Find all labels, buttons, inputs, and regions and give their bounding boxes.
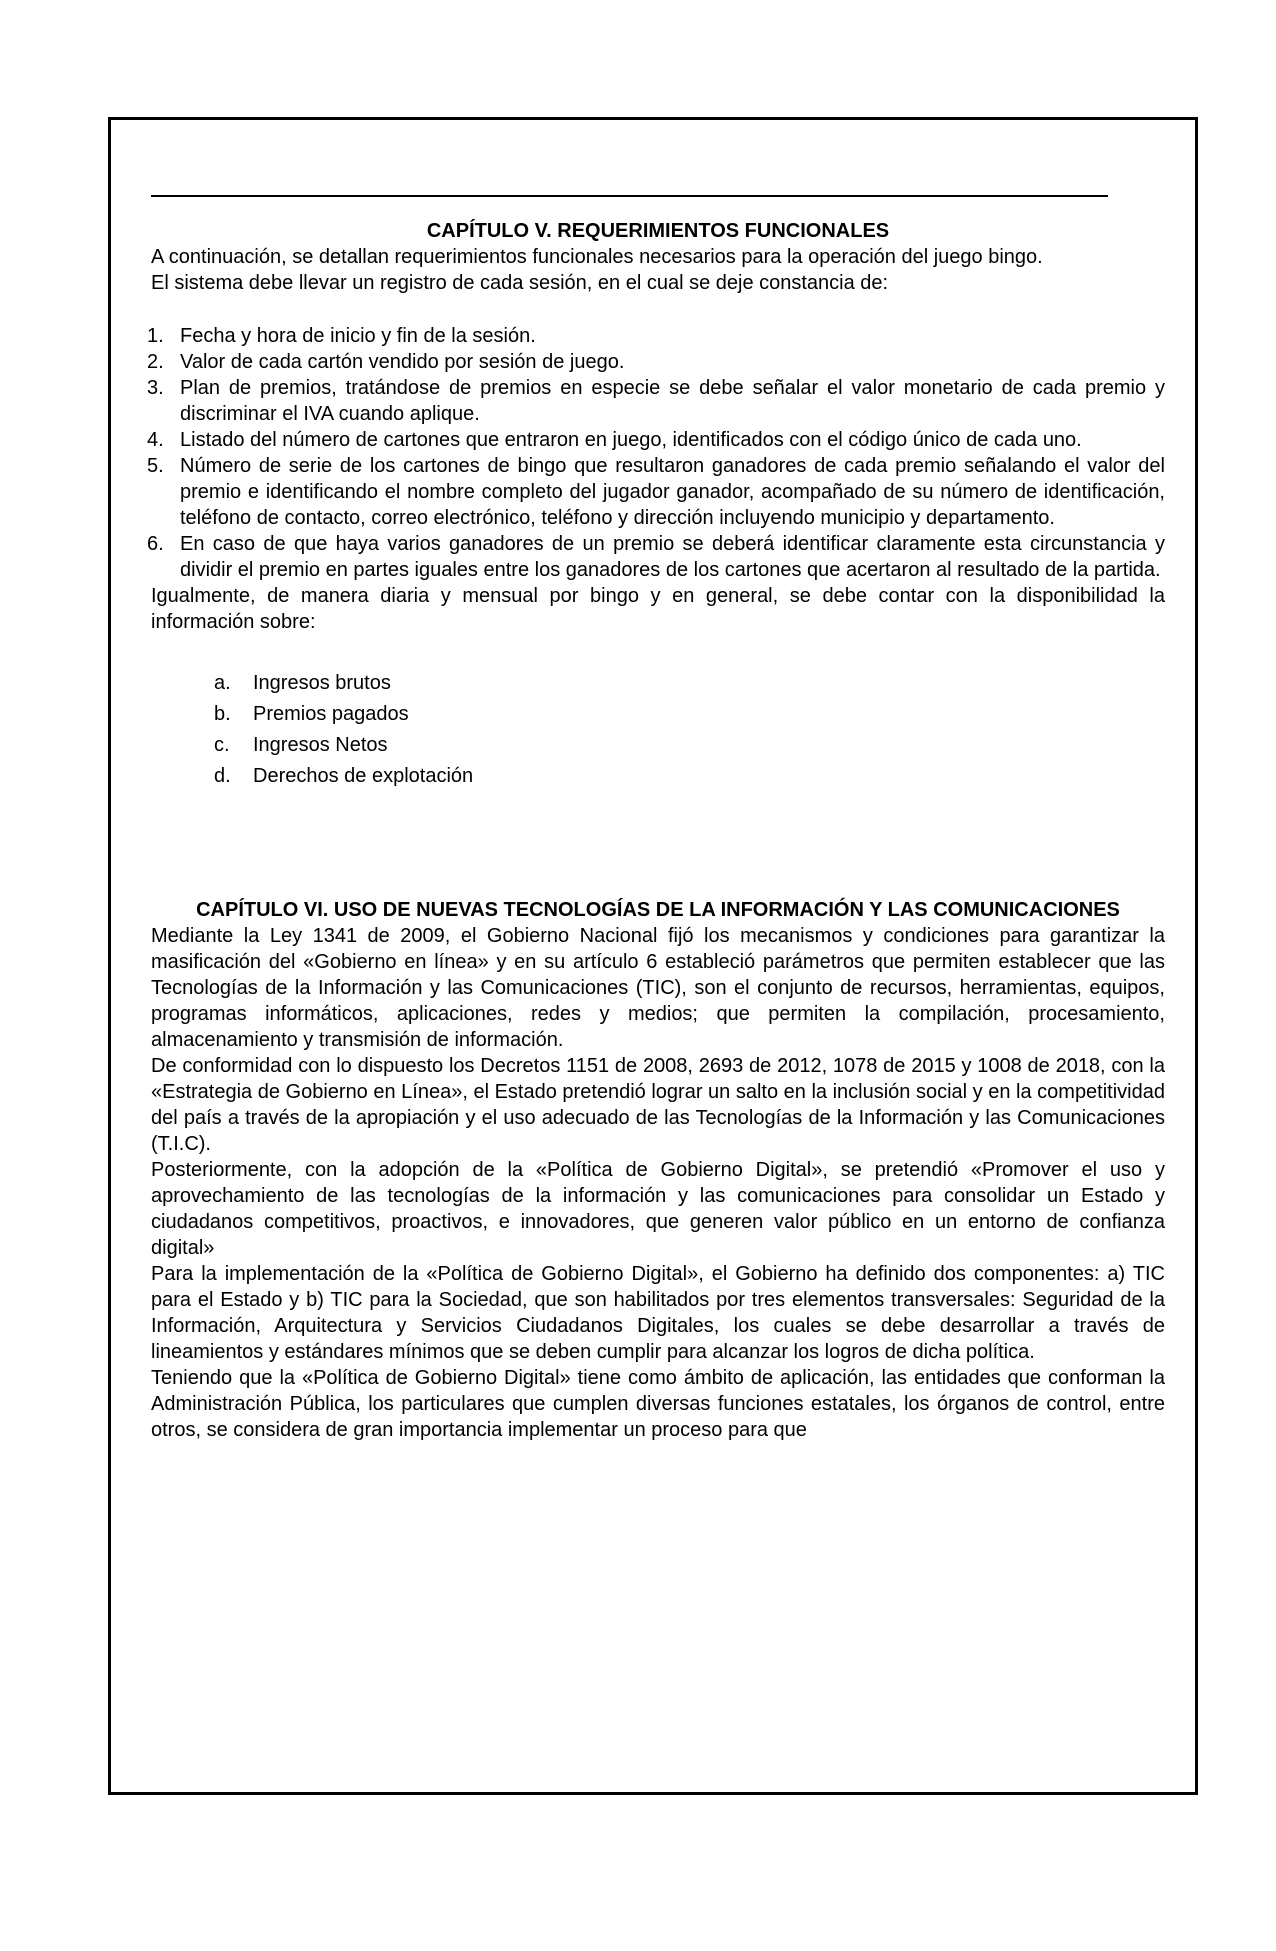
item-text: Listado del número de cartones que entraron en juego, identificados con el código único de cada uno. [180, 429, 1082, 451]
session-record-numbered-list [147, 323, 1165, 583]
item-marker: c. [214, 734, 230, 756]
daily-info-paragraph: Igualmente, de manera diaria y mensual por bingo y en general, se debe contar con la disponibilidad la información sobre: [151, 585, 1165, 633]
list-item [151, 701, 1165, 727]
list-item [147, 531, 1165, 583]
chapter-vi-paragraph-1: Mediante la Ley 1341 de 2009, el Gobierno Nacional fijó los mecanismos y condiciones para garantizar la masificación del «Gobierno en línea» y en su artículo 6 estableció parámetros que permiten establecer que las Tecnologías de la Información y las Comunicaciones (TIC), son el conjunto de recursos, herramientas, equipos, programas informáticos, aplicaciones, redes y medios; que permiten la compilación, procesamiento, almacenamiento y transmisión de información. [151, 925, 1165, 1051]
chapter-vi-paragraph-3: Posteriormente, con la adopción de la «Política de Gobierno Digital», se pretendió «Promover el uso y aprovechamiento de las tecnologías de la información y las comunicaciones para consolidar un Estado y ciudadanos competitivos, proactivos, e innovadores, que generen valor público en un entorno de confianza digital» [151, 1159, 1165, 1259]
chapter-v-title: CAPÍTULO V. REQUERIMIENTOS FUNCIONALES [426, 220, 890, 242]
list-item [151, 732, 1165, 758]
item-marker: a. [214, 672, 231, 694]
list-item [147, 375, 1165, 427]
list-item [147, 323, 1165, 349]
list-item [151, 763, 1165, 789]
item-text: Ingresos Netos [253, 734, 388, 756]
item-marker: 6. [147, 533, 164, 555]
item-text: En caso de que haya varios ganadores de un premio se deberá identificar claramente esta circunstancia y dividir el premio en partes iguales entre los ganadores de los cartones que acertaron al resultado de la partida. [180, 533, 1165, 581]
income-lettered-list [151, 670, 1165, 789]
item-marker: 4. [147, 429, 164, 451]
chapter-vi-title: CAPÍTULO VI. USO DE NUEVAS TECNOLOGÍAS DE LA INFORMACIÓN Y LAS COMUNICACIONES [196, 899, 1120, 921]
item-text: Plan de premios, tratándose de premios en especie se debe señalar el valor monetario de cada premio y discriminar el IVA cuando aplique. [180, 377, 1165, 425]
item-marker: 5. [147, 455, 164, 477]
item-marker: 3. [147, 377, 164, 399]
registry-intro-paragraph: El sistema debe llevar un registro de cada sesión, en el cual se deje constancia de: [151, 272, 889, 294]
list-item [147, 349, 1165, 375]
item-text: Ingresos brutos [253, 672, 391, 694]
chapter-vi-paragraph-5: Teniendo que la «Política de Gobierno Digital» tiene como ámbito de aplicación, las entidades que conforman la Administración Pública, los particulares que cumplen diversas funciones estatales, los órganos de control, entre otros, se considera de gran importancia implementar un proceso para que [151, 1367, 1165, 1441]
list-item [151, 670, 1165, 696]
item-text: Premios pagados [253, 703, 409, 725]
document-content [111, 195, 1195, 1443]
item-marker: 2. [147, 351, 164, 373]
document-page-frame [108, 117, 1198, 1795]
item-text: Fecha y hora de inicio y fin de la sesión. [180, 325, 536, 347]
chapter-vi-paragraph-4: Para la implementación de la «Política de Gobierno Digital», el Gobierno ha definido dos componentes: a) TIC para el Estado y b) TIC para la Sociedad, que son habilitados por tres elementos transversales: Seguridad de la Información, Arquitectura y Servicios Ciudadanos Digitales, los cuales se debe desarrollar a través de lineamientos y estándares mínimos que se deben cumplir para alcanzar los logros de dicha política. [151, 1263, 1165, 1363]
item-text: Número de serie de los cartones de bingo que resultaron ganadores de cada premio señalando el valor del premio e identificando el nombre completo del jugador ganador, acompañado de su número de identificación, teléfono de contacto, correo electrónico, teléfono y dirección incluyendo municipio y departamento. [180, 455, 1165, 529]
top-horizontal-rule [151, 195, 1108, 197]
list-item [147, 453, 1165, 531]
item-marker: 1. [147, 325, 164, 347]
item-text: Derechos de explotación [253, 765, 474, 787]
item-text: Valor de cada cartón vendido por sesión de juego. [180, 351, 625, 373]
chapter-vi-paragraph-2: De conformidad con lo dispuesto los Decretos 1151 de 2008, 2693 de 2012, 1078 de 2015 y 1008 de 2018, con la «Estrategia de Gobierno en Línea», el Estado pretendió lograr un salto en la inclusión social y en la competitividad del país a través de la apropiación y el uso adecuado de las Tecnologías de la Información y las Comunicaciones (T.I.C). [151, 1055, 1165, 1155]
chapter-v-intro-paragraph: A continuación, se detallan requerimientos funcionales necesarios para la operación del juego bingo. [151, 246, 1043, 268]
item-marker: d. [214, 765, 231, 787]
item-marker: b. [214, 703, 231, 725]
list-item [147, 427, 1165, 453]
